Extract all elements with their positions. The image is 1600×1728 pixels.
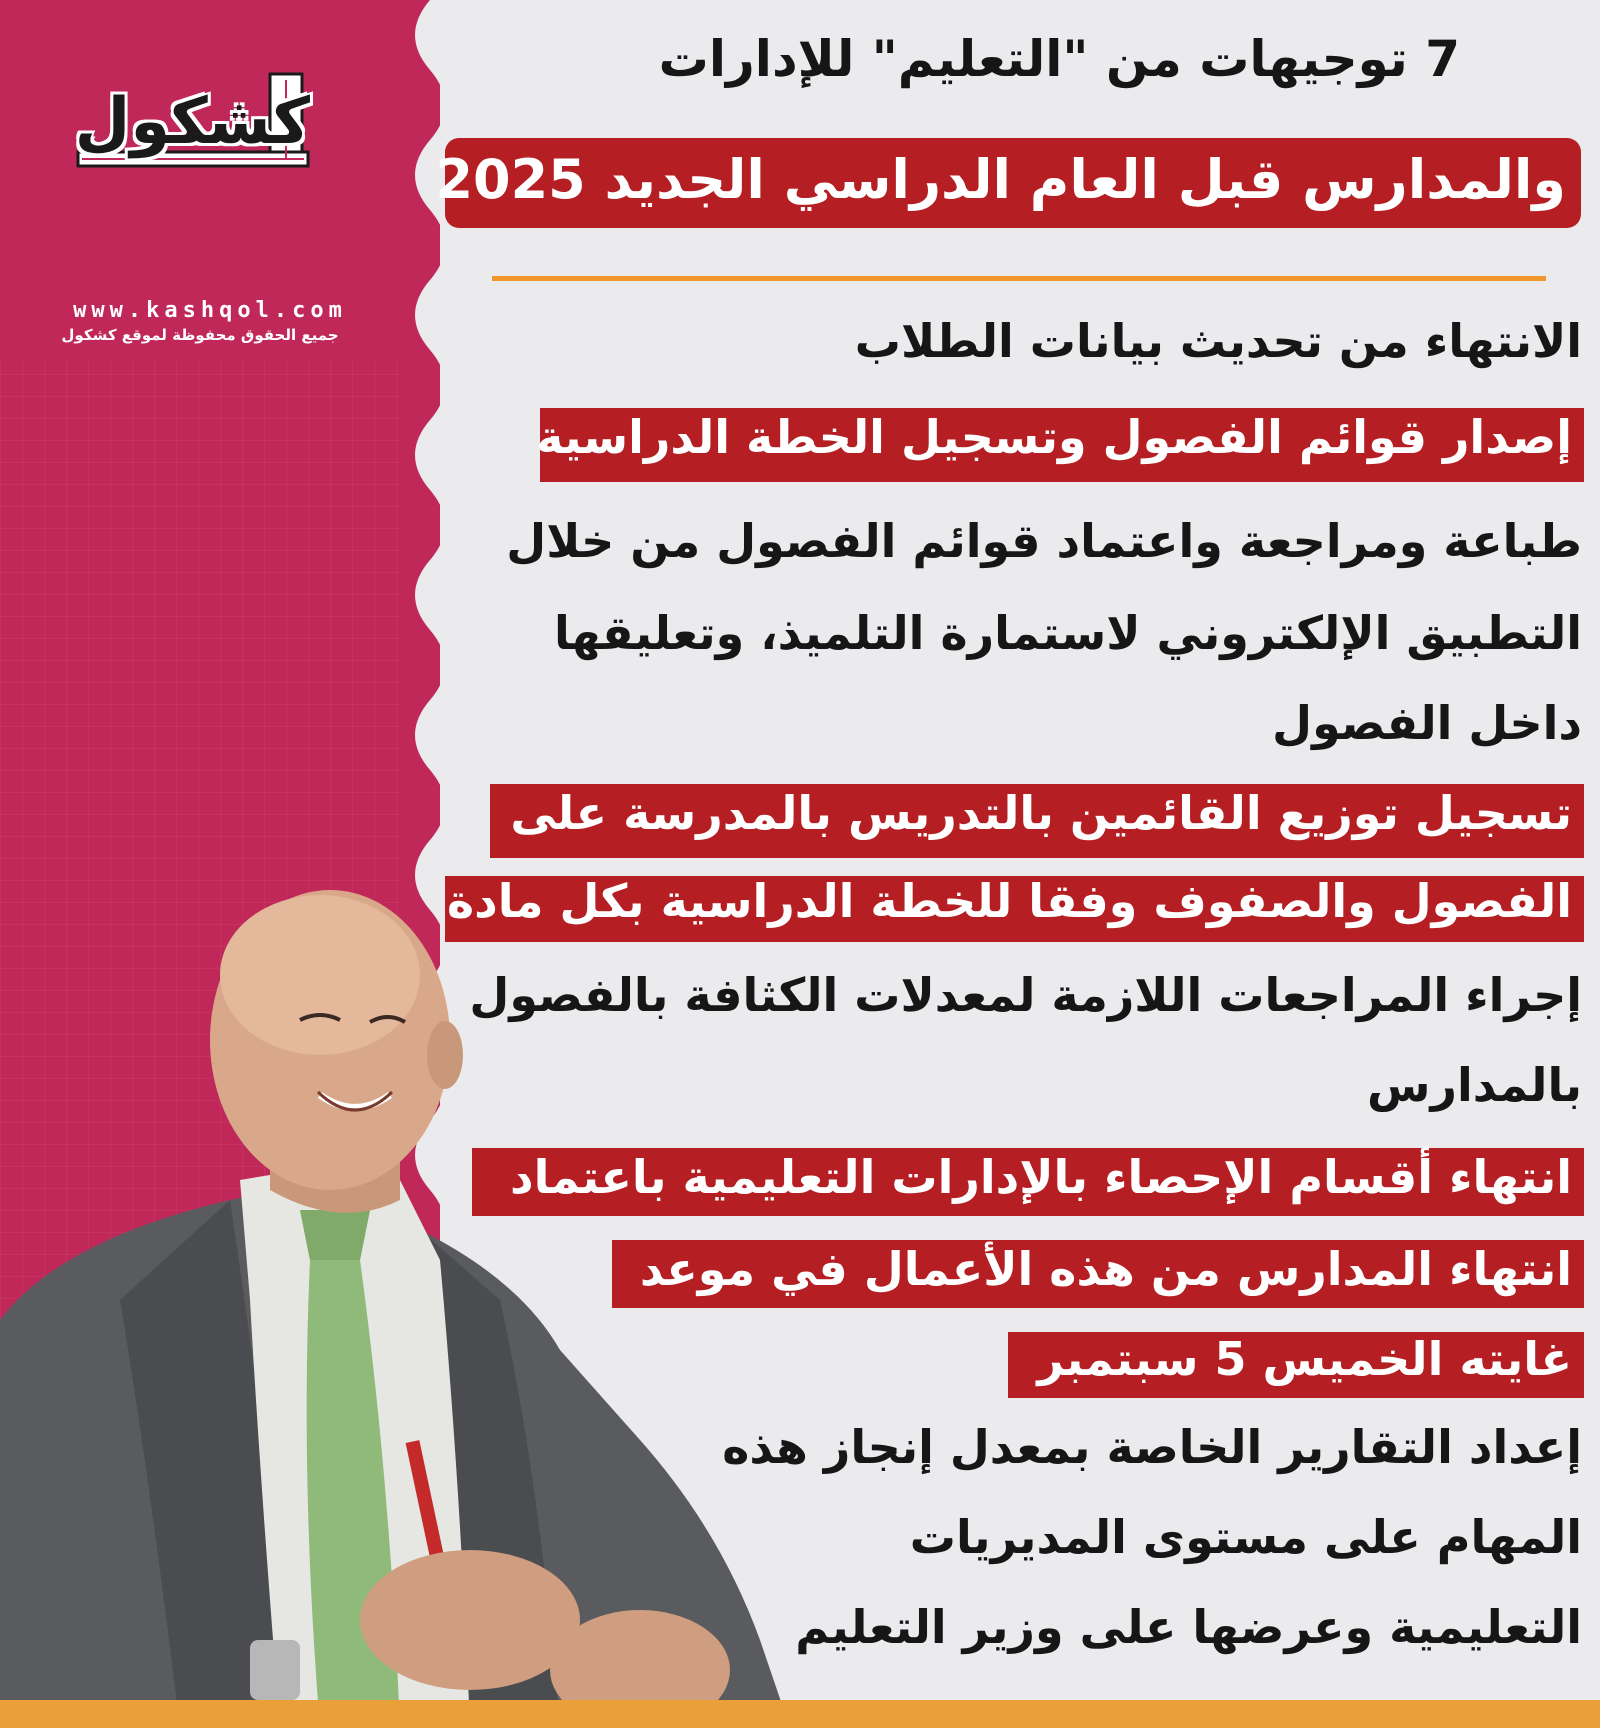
divider [492,276,1546,281]
item-line: إجراء المراجعات اللازمة لمعدلات الكثافة بالفصول [469,968,1582,1022]
item-line: داخل الفصول [1272,696,1582,750]
bottom-strip [0,1700,1600,1728]
headline-line-2: والمدارس قبل العام الدراسي الجديد 2025 [435,148,1566,211]
item-line: تسجيل توزيع القائمين بالتدريس بالمدرسة على [510,786,1572,840]
site-url: www.kashqol.com [73,298,347,323]
brand-logo-text: كشكول [74,85,310,159]
item-line: المهام على مستوى المديريات [909,1510,1582,1564]
item-line: طباعة ومراجعة واعتماد قوائم الفصول من خلال [506,514,1582,568]
item-line: الفصول والصفوف وفقا للخطة الدراسية بكل مادة [446,874,1572,928]
item-line: الانتهاء من تحديث بيانات الطلاب [854,314,1582,368]
item-line: بالمدارس [1367,1058,1582,1112]
copyright-note: جميع الحقوق محفوظة لموقع كشكول [61,326,339,344]
item-line: التطبيق الإلكتروني لاستمارة التلميذ، وتعليقها [554,606,1582,660]
item-line: انتهاء المدارس من هذه الأعمال في موعد [639,1242,1572,1296]
minister-photo [0,880,800,1728]
item-line: غايته الخميس 5 سبتمبر [1037,1332,1572,1386]
item-line: انتهاء أقسام الإحصاء بالإدارات التعليمية باعتماد [510,1150,1572,1204]
item-line: إصدار قوائم الفصول وتسجيل الخطة الدراسية [536,410,1572,464]
item-line: إعداد التقارير الخاصة بمعدل إنجاز هذه [722,1420,1582,1474]
item-line: التعليمية وعرضها على وزير التعليم [795,1600,1582,1654]
headline-line-1: 7 توجيهات من "التعليم" للإدارات [658,30,1460,88]
